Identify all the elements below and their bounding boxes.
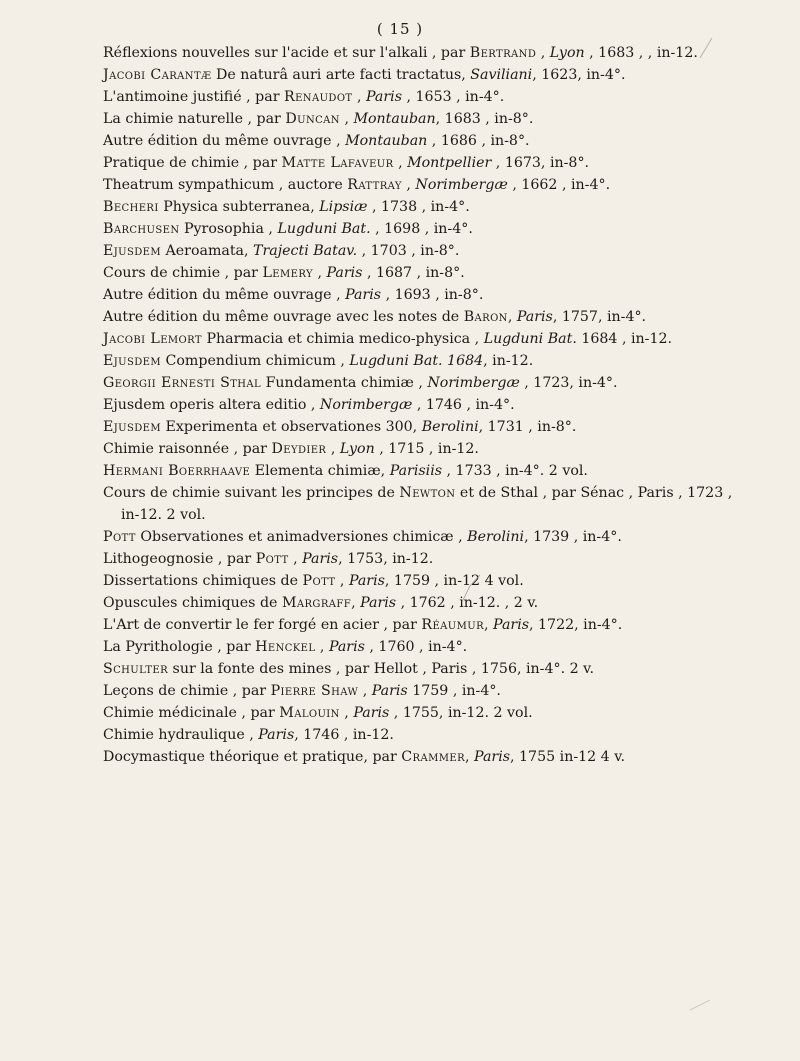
entry-post: Hellot , Paris , 1756, in-4°. 2 v. [373,661,594,677]
entry-pre: Docymastique théorique et pratique, par [103,749,402,765]
entry-post: , 1746 , in-4°. [412,397,515,413]
entry-place: Paris [493,617,530,633]
entry-sep1: , [352,89,367,105]
entry-pre: Autre édition du même ouvrage , [103,133,346,149]
entry-author: Duncan [285,111,340,127]
entry-pre: Réflexions nouvelles sur l'acide et sur l'alkali , par [103,45,470,61]
entry-sep1: , [339,111,354,127]
entry-author: Pott [302,573,336,589]
entry-sep1: , [288,551,303,567]
entry-author: Jacobi Lemort [103,331,202,347]
bibliography-entry [103,196,753,218]
bibliography-entry [103,350,753,372]
entry-pre: L'Art de convertir le fer forgé en acier , par [103,617,422,633]
entry-post: , 1755, in-12. 2 vol. [389,705,533,721]
entry-post: , 1731 , in-8°. [478,419,577,435]
entry-author: Bertrand [469,45,537,61]
entry-post: , 1739 , in-4°. [524,529,622,545]
entry-place: Lyon [339,441,375,457]
entry-place: Paris [516,309,553,325]
bibliography-entry [103,130,753,152]
entry-post: , in-12. [483,353,534,369]
entry-pre: Autre édition du même ouvrage avec les notes de [103,309,464,325]
entry-pre: Opuscules chimiques de [103,595,282,611]
entry-post: , 1683 , in-8°. [435,111,534,127]
entry-post: Sthal , par Sénac , Paris , 1723 , in-12. 2 vol. [121,485,733,523]
bibliography-entry [103,328,753,350]
bibliography-entry [103,416,753,438]
entry-author: Pott [103,529,136,545]
entry-post: 1684 , in-12. [576,331,673,347]
entry-pre: L'antimoine justifié , par [103,89,285,105]
entry-place: Paris [360,595,397,611]
bibliography-entry [103,152,753,174]
entry-place: Montpellier [407,155,492,171]
entry-sep1: Aeroamata, [161,243,254,259]
entry-post: , 1693 , in-8°. [381,287,484,303]
entry-sep1: sur la fonte des mines , par [168,661,374,677]
entry-place: Paris [302,551,339,567]
entry-author: Rattray [347,177,402,193]
entry-author: Deydier [271,441,327,457]
bibliography-entry [103,680,753,702]
entry-pre: Lithogeognosie , par [103,551,256,567]
entry-post: , 1715 , in-12. [374,441,479,457]
entry-post: , 1755 in-12 4 v. [510,749,626,765]
bibliography-entry [103,526,753,548]
entry-place: Montauban [345,133,428,149]
bibliography-entry [103,460,753,482]
entry-sep1: , [484,617,494,633]
entry-pre: Cours de chimie suivant les principes de [103,485,400,501]
bibliography-entry [103,86,753,108]
entry-pre: Chimie médicinale , par [103,705,280,721]
entry-pre: Autre édition du même ouvrage , [103,287,346,303]
entry-sep1: , [393,155,408,171]
entry-sep1: Physica subterranea, [158,199,320,215]
bibliography-entry [103,636,753,658]
entry-sep1: , [401,177,416,193]
entry-post: , 1687 , in-8°. [362,265,465,281]
entry-place: Norimbergæ [415,177,508,193]
bibliography-entry [103,306,753,328]
entry-author: Renaudot [284,89,353,105]
bibliography-entry [103,42,753,64]
entry-sep1: Fundamenta chimiæ , [261,375,428,391]
entry-place: Norimbergæ [319,397,413,413]
bibliography-entry [103,438,753,460]
entry-place: Lipsiæ [319,199,368,215]
entry-place: Paris [348,573,385,589]
entry-pre: Leçons de chimie , par [103,683,271,699]
entry-sep1: Experimenta et observationes 300, [161,419,422,435]
entry-author: Ejusdem [103,353,162,369]
entry-sep1: , [358,683,372,699]
entry-author: Lemery [262,265,313,281]
bibliography-entry [103,570,753,592]
entry-post: , 1753, in-12. [338,551,434,567]
entry-place: Paris [366,89,402,105]
entry-author: Ejusdem [103,243,162,259]
entry-place: Paris [326,265,363,281]
entry-place: Saviliani [470,67,533,83]
entry-sep1: , [339,705,354,721]
entry-place: Lugduni Bat. [483,331,577,347]
entry-post: 1759 , in-4°. [407,683,501,699]
entry-place: Lugduni Bat. [277,221,371,237]
entry-sep1: , [335,573,349,589]
entry-post: , 1760 , in-4°. [364,639,468,655]
entry-post: , 1653 , in-4°. [401,89,505,105]
entry-place: Paris [474,749,511,765]
entry-sep1: Observationes et animadversiones chimicæ , [135,529,468,545]
entry-sep1: , [315,639,329,655]
entry-sep1: , [507,309,517,325]
entry-place: Lyon [549,45,585,61]
entry-sep1: , [351,595,361,611]
entry-post: , 1686 , in-8°. [427,133,530,149]
entry-pre: Theatrum sympathicum , auctore [103,177,348,193]
entry-place: Paris [258,727,295,743]
entry-author: Schulter [103,661,169,677]
entry-place: Paris [328,639,365,655]
entry-place: Montauban [353,111,436,127]
entry-place: Trajecti Batav. [253,243,358,259]
entry-place: Norimbergæ [427,375,520,391]
entry-pre: Ejusdem operis altera editio , [103,397,320,413]
entry-post: , 1722, in-4°. [529,617,623,633]
bibliography-entry [103,592,753,614]
bibliography-entry [103,64,753,86]
entry-post: , 1673, in-8°. [491,155,590,171]
entry-author: Barchusen [103,221,180,237]
bibliography-entry [103,702,753,724]
entry-post: , 1759 , in-12 4 vol. [384,573,524,589]
bibliography-entry [103,218,753,240]
bibliography-entry [103,262,753,284]
entry-place: Paris [353,705,390,721]
entry-sep1: , [536,45,550,61]
page-number: ( 15 ) [376,20,424,38]
entry-post: , 1757, in-4°. [552,309,647,325]
entry-sep1: , [312,265,327,281]
entry-post: , 1762 , in-12. , 2 v. [396,595,539,611]
entry-post: , 1733 , in-4°. 2 vol. [442,463,588,479]
bibliography-entry [103,614,753,636]
entry-post: , 1623, in-4°. [532,67,626,83]
entry-place: Paris [345,287,382,303]
bibliography-entry [103,746,753,768]
bibliography-entry [103,372,753,394]
entry-sep1: et de [455,485,501,501]
entry-sep1: Elementa chimiæ, [250,463,390,479]
entry-pre: La Pyrithologie , par [103,639,256,655]
entry-post: , 1746 , in-12. [294,727,394,743]
bibliography-entry [103,240,753,262]
bibliography-entry [103,394,753,416]
entry-author: Baron [463,309,508,325]
bibliography-entry [103,108,753,130]
bibliography-list [103,42,753,768]
entry-author: Becheri [103,199,159,215]
entry-author: Malouin [279,705,340,721]
entry-post: , 1723, in-4°. [519,375,618,391]
bibliography-entry [103,482,753,526]
entry-post: , 1703 , in-8°. [357,243,460,259]
entry-author: Georgii Ernesti Sthal [103,375,262,391]
bibliography-entry [103,548,753,570]
entry-author: Henckel [255,639,316,655]
entry-author: Crammer [401,749,466,765]
entry-place: Paris [371,683,408,699]
entry-author: Jacobi Carantæ [103,67,212,83]
entry-post: , 1683 , , in-12. [584,45,698,61]
entry-author: Newton [399,485,456,501]
entry-post: , 1662 , in-4°. [507,177,611,193]
entry-author: Pierre Shaw [270,683,359,699]
entry-sep1: , [465,749,475,765]
entry-pre: La chimie naturelle , par [103,111,286,127]
bibliography-entry [103,174,753,196]
entry-place: Lugduni Bat. 1684 [349,353,484,369]
entry-pre: Chimie hydraulique , [103,727,259,743]
entry-author: Pott [255,551,289,567]
entry-author: Réaumur [421,617,485,633]
bibliography-entry [103,724,753,746]
entry-sep1: Pharmacia et chimia medico-physica , [201,331,484,347]
entry-post: , 1698 , in-4°. [370,221,473,237]
entry-place: Berolini [467,529,525,545]
entry-pre: Chimie raisonnée , par [103,441,272,457]
entry-place: Berolini [421,419,479,435]
bibliography-entry [103,658,753,680]
bibliography-entry [103,284,753,306]
entry-sep1: , [326,441,340,457]
entry-author: Matte Lafaveur [281,155,394,171]
entry-author: Hermani Boerrhaave [103,463,251,479]
entry-post: , 1738 , in-4°. [367,199,470,215]
entry-sep1: De naturâ auri arte facti tractatus, [211,67,471,83]
entry-pre: Pratique de chimie , par [103,155,282,171]
entry-author: Ejusdem [103,419,162,435]
entry-sep1: Compendium chimicum , [161,353,350,369]
entry-pre: Cours de chimie , par [103,265,263,281]
entry-place: Parisiis [389,463,443,479]
entry-author: Margraff [281,595,352,611]
entry-sep1: Pyrosophia , [179,221,278,237]
entry-pre: Dissertations chimiques de [103,573,303,589]
